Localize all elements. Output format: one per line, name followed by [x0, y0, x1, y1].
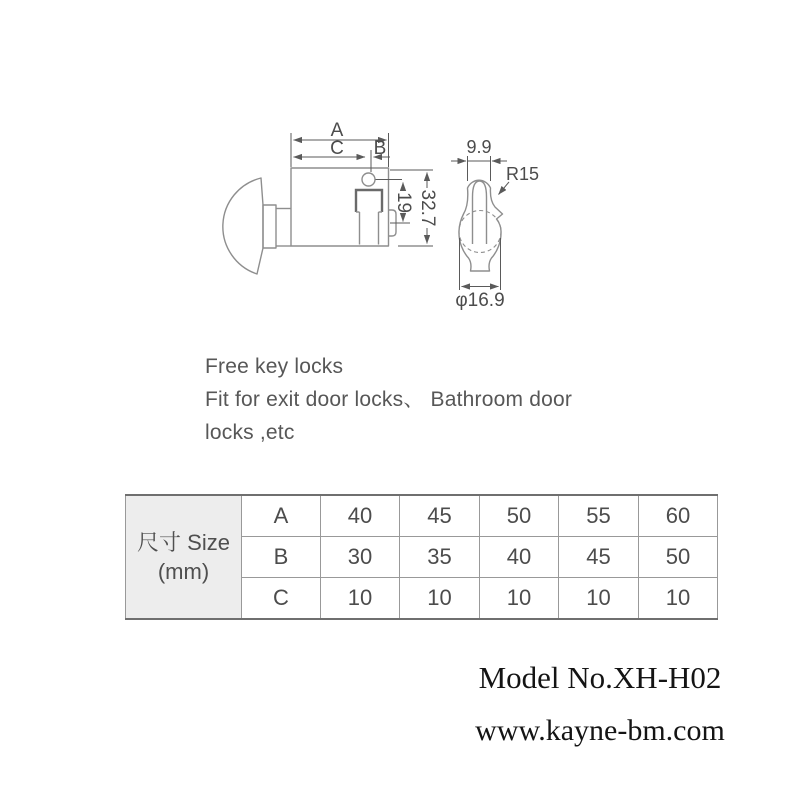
size-cell: 10 — [559, 578, 639, 620]
description-line-2: Fit for exit door locks、 Bathroom door — [205, 388, 573, 411]
fixing-hole-circle — [362, 173, 375, 186]
table-header-cell — [126, 495, 242, 619]
size-cell: 40 — [321, 495, 400, 537]
description-line-1: Free key locks — [205, 355, 344, 378]
size-cell: 10 — [639, 578, 718, 620]
product-description — [205, 350, 625, 449]
dim-19-label: 19 — [393, 191, 414, 214]
size-cell: 10 — [480, 578, 559, 620]
website-url: www.kayne-bm.com — [475, 714, 725, 747]
size-cell: 60 — [639, 495, 718, 537]
hidden-dome-circle — [459, 211, 501, 253]
technical-drawing — [0, 0, 800, 340]
row-label-a: A — [242, 495, 321, 537]
table-header-unit: (mm) — [157, 559, 210, 584]
size-cell: 50 — [639, 537, 718, 578]
size-cell: 55 — [559, 495, 639, 537]
dim-r15-label: R15 — [506, 164, 540, 184]
model-number: Model No.XH-H02 — [478, 660, 722, 695]
size-cell: 40 — [480, 537, 559, 578]
dim-b-label: B — [373, 138, 387, 159]
profile-view-dimensions — [451, 137, 539, 311]
size-cell: 50 — [480, 495, 559, 537]
size-table — [125, 494, 718, 620]
size-cell: 10 — [400, 578, 480, 620]
dim-diameter-label: φ16.9 — [455, 290, 505, 311]
size-cell: 30 — [321, 537, 400, 578]
footer — [430, 660, 770, 748]
size-cell: 45 — [559, 537, 639, 578]
size-cell: 45 — [400, 495, 480, 537]
description-line-3: locks ,etc — [205, 421, 295, 444]
cam-tab — [356, 190, 382, 212]
profile-view — [459, 180, 503, 271]
thumbturn-outline — [459, 180, 503, 271]
side-view-dimensions — [291, 120, 438, 246]
row-label-b: B — [242, 537, 321, 578]
dim-a-label: A — [330, 120, 344, 141]
row-label-c: C — [242, 578, 321, 620]
knob-dome — [223, 178, 263, 274]
knob-flange — [263, 205, 276, 248]
dim-32-7-label: 32.7 — [417, 189, 438, 227]
side-view — [223, 168, 396, 274]
dim-9-9-label: 9.9 — [466, 137, 492, 157]
thumbturn-grip-edge — [473, 181, 487, 244]
dim-c-label: C — [330, 138, 344, 159]
size-cell: 10 — [321, 578, 400, 620]
table-row — [126, 495, 718, 537]
lock-body — [291, 168, 389, 246]
table-header-title: 尺寸 Size — [137, 530, 230, 555]
size-cell: 35 — [400, 537, 480, 578]
